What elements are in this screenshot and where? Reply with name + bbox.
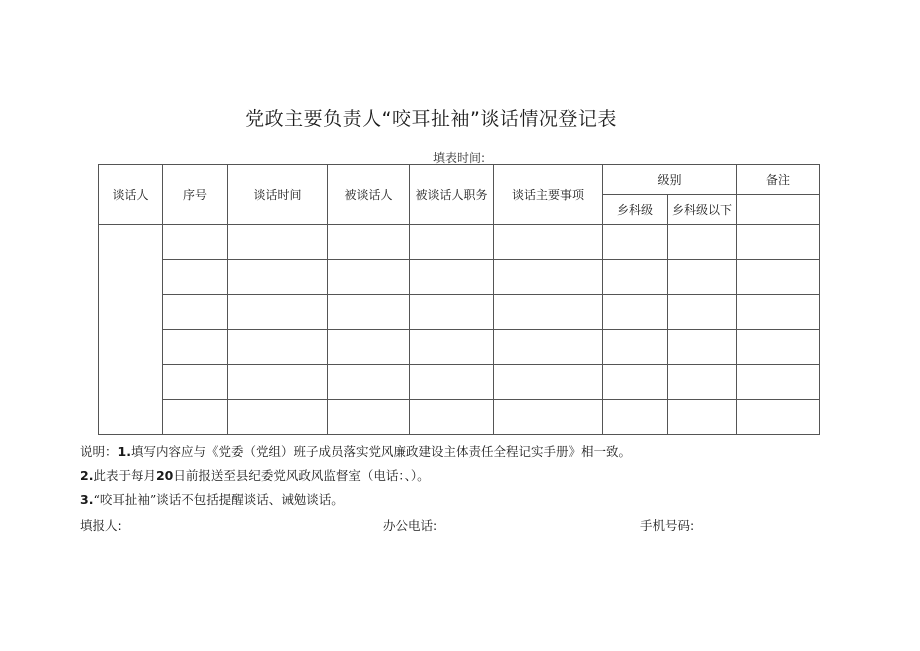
filler-label: 填报人: <box>80 518 122 533</box>
mobile-label: 手机号码: <box>640 518 695 533</box>
blank-cell[interactable] <box>494 365 603 400</box>
blank-cell[interactable] <box>494 400 603 435</box>
table-row <box>99 330 820 365</box>
blank-cell[interactable] <box>603 365 668 400</box>
blank-cell[interactable] <box>228 295 328 330</box>
blank-cell[interactable] <box>603 330 668 365</box>
header-seq: 序号 <box>163 165 228 225</box>
note-3-text: “咬耳扯袖”谈话不包括提醒谈话、诫勉谈话。 <box>93 492 344 507</box>
blank-cell[interactable] <box>494 295 603 330</box>
note-1 <box>80 440 631 464</box>
blank-cell[interactable] <box>668 260 737 295</box>
blank-cell[interactable] <box>163 365 228 400</box>
header-talkee: 被谈话人 <box>328 165 410 225</box>
blank-cell[interactable] <box>668 400 737 435</box>
blank-cell[interactable] <box>328 260 410 295</box>
note-1-prefix: 说明： <box>80 444 118 459</box>
blank-cell[interactable] <box>410 260 494 295</box>
blank-cell[interactable] <box>163 225 228 260</box>
table-row <box>99 225 820 260</box>
note-3-number: 3. <box>80 492 94 507</box>
note-2-text-a: 此表于每月 <box>93 468 156 483</box>
table-row <box>99 365 820 400</box>
blank-cell[interactable] <box>494 225 603 260</box>
blank-cell[interactable] <box>737 260 820 295</box>
blank-cell[interactable] <box>410 365 494 400</box>
blank-cell[interactable] <box>163 400 228 435</box>
blank-cell[interactable] <box>603 295 668 330</box>
note-3 <box>80 488 631 512</box>
note-2 <box>80 464 631 488</box>
header-level-township: 乡科级 <box>603 195 668 225</box>
note-2-number: 2. <box>80 468 94 483</box>
blank-cell[interactable] <box>603 260 668 295</box>
blank-cell[interactable] <box>328 330 410 365</box>
note-1-text: 填写内容应与《党委（党组）班子成员落实党风廉政建设主体责任全程记实手册》相一致。 <box>130 444 631 459</box>
blank-cell[interactable] <box>603 400 668 435</box>
header-level: 级别 <box>603 165 737 195</box>
notes <box>80 440 631 512</box>
fill-time-label: 填表时间: <box>433 151 486 165</box>
blank-cell[interactable] <box>494 260 603 295</box>
blank-cell[interactable] <box>410 400 494 435</box>
blank-cell[interactable] <box>410 225 494 260</box>
table-row <box>99 260 820 295</box>
blank-cell[interactable] <box>328 225 410 260</box>
header-talkee-position: 被谈话人职务 <box>410 165 494 225</box>
blank-cell[interactable] <box>228 365 328 400</box>
blank-cell[interactable] <box>668 225 737 260</box>
note-1-number: 1. <box>117 444 131 459</box>
talker-cell[interactable] <box>99 225 163 435</box>
blank-cell[interactable] <box>163 295 228 330</box>
blank-cell[interactable] <box>228 400 328 435</box>
blank-cell[interactable] <box>668 365 737 400</box>
table-row <box>99 400 820 435</box>
blank-cell[interactable] <box>228 225 328 260</box>
blank-cell[interactable] <box>328 400 410 435</box>
blank-cell[interactable] <box>410 330 494 365</box>
header-remarks: 备注 <box>737 165 820 195</box>
note-2-day: 20 <box>155 468 174 483</box>
form-title: 党政主要负责人“咬耳扯袖”谈话情况登记表 <box>245 108 617 130</box>
blank-cell[interactable] <box>494 330 603 365</box>
header-talker: 谈话人 <box>99 165 163 225</box>
blank-cell[interactable] <box>410 295 494 330</box>
blank-cell[interactable] <box>737 365 820 400</box>
office-phone-label: 办公电话: <box>383 518 438 533</box>
blank-cell[interactable] <box>163 330 228 365</box>
blank-cell[interactable] <box>163 260 228 295</box>
blank-cell[interactable] <box>737 225 820 260</box>
blank-cell[interactable] <box>228 330 328 365</box>
registration-table <box>98 164 820 435</box>
header-main-matters: 谈话主要事项 <box>494 165 603 225</box>
blank-cell[interactable] <box>737 295 820 330</box>
blank-cell[interactable] <box>328 365 410 400</box>
note-2-text-b: 日前报送至县纪委党风政风监督室（电话：、）。 <box>173 468 430 483</box>
blank-cell[interactable] <box>737 400 820 435</box>
blank-cell[interactable] <box>737 330 820 365</box>
table-row <box>99 295 820 330</box>
blank-cell[interactable] <box>668 295 737 330</box>
header-level-below: 乡科级以下 <box>668 195 737 225</box>
blank-cell[interactable] <box>668 330 737 365</box>
blank-cell[interactable] <box>603 225 668 260</box>
header-talk-time: 谈话时间 <box>228 165 328 225</box>
header-remarks-sub <box>737 195 820 225</box>
blank-cell[interactable] <box>328 295 410 330</box>
blank-cell[interactable] <box>228 260 328 295</box>
